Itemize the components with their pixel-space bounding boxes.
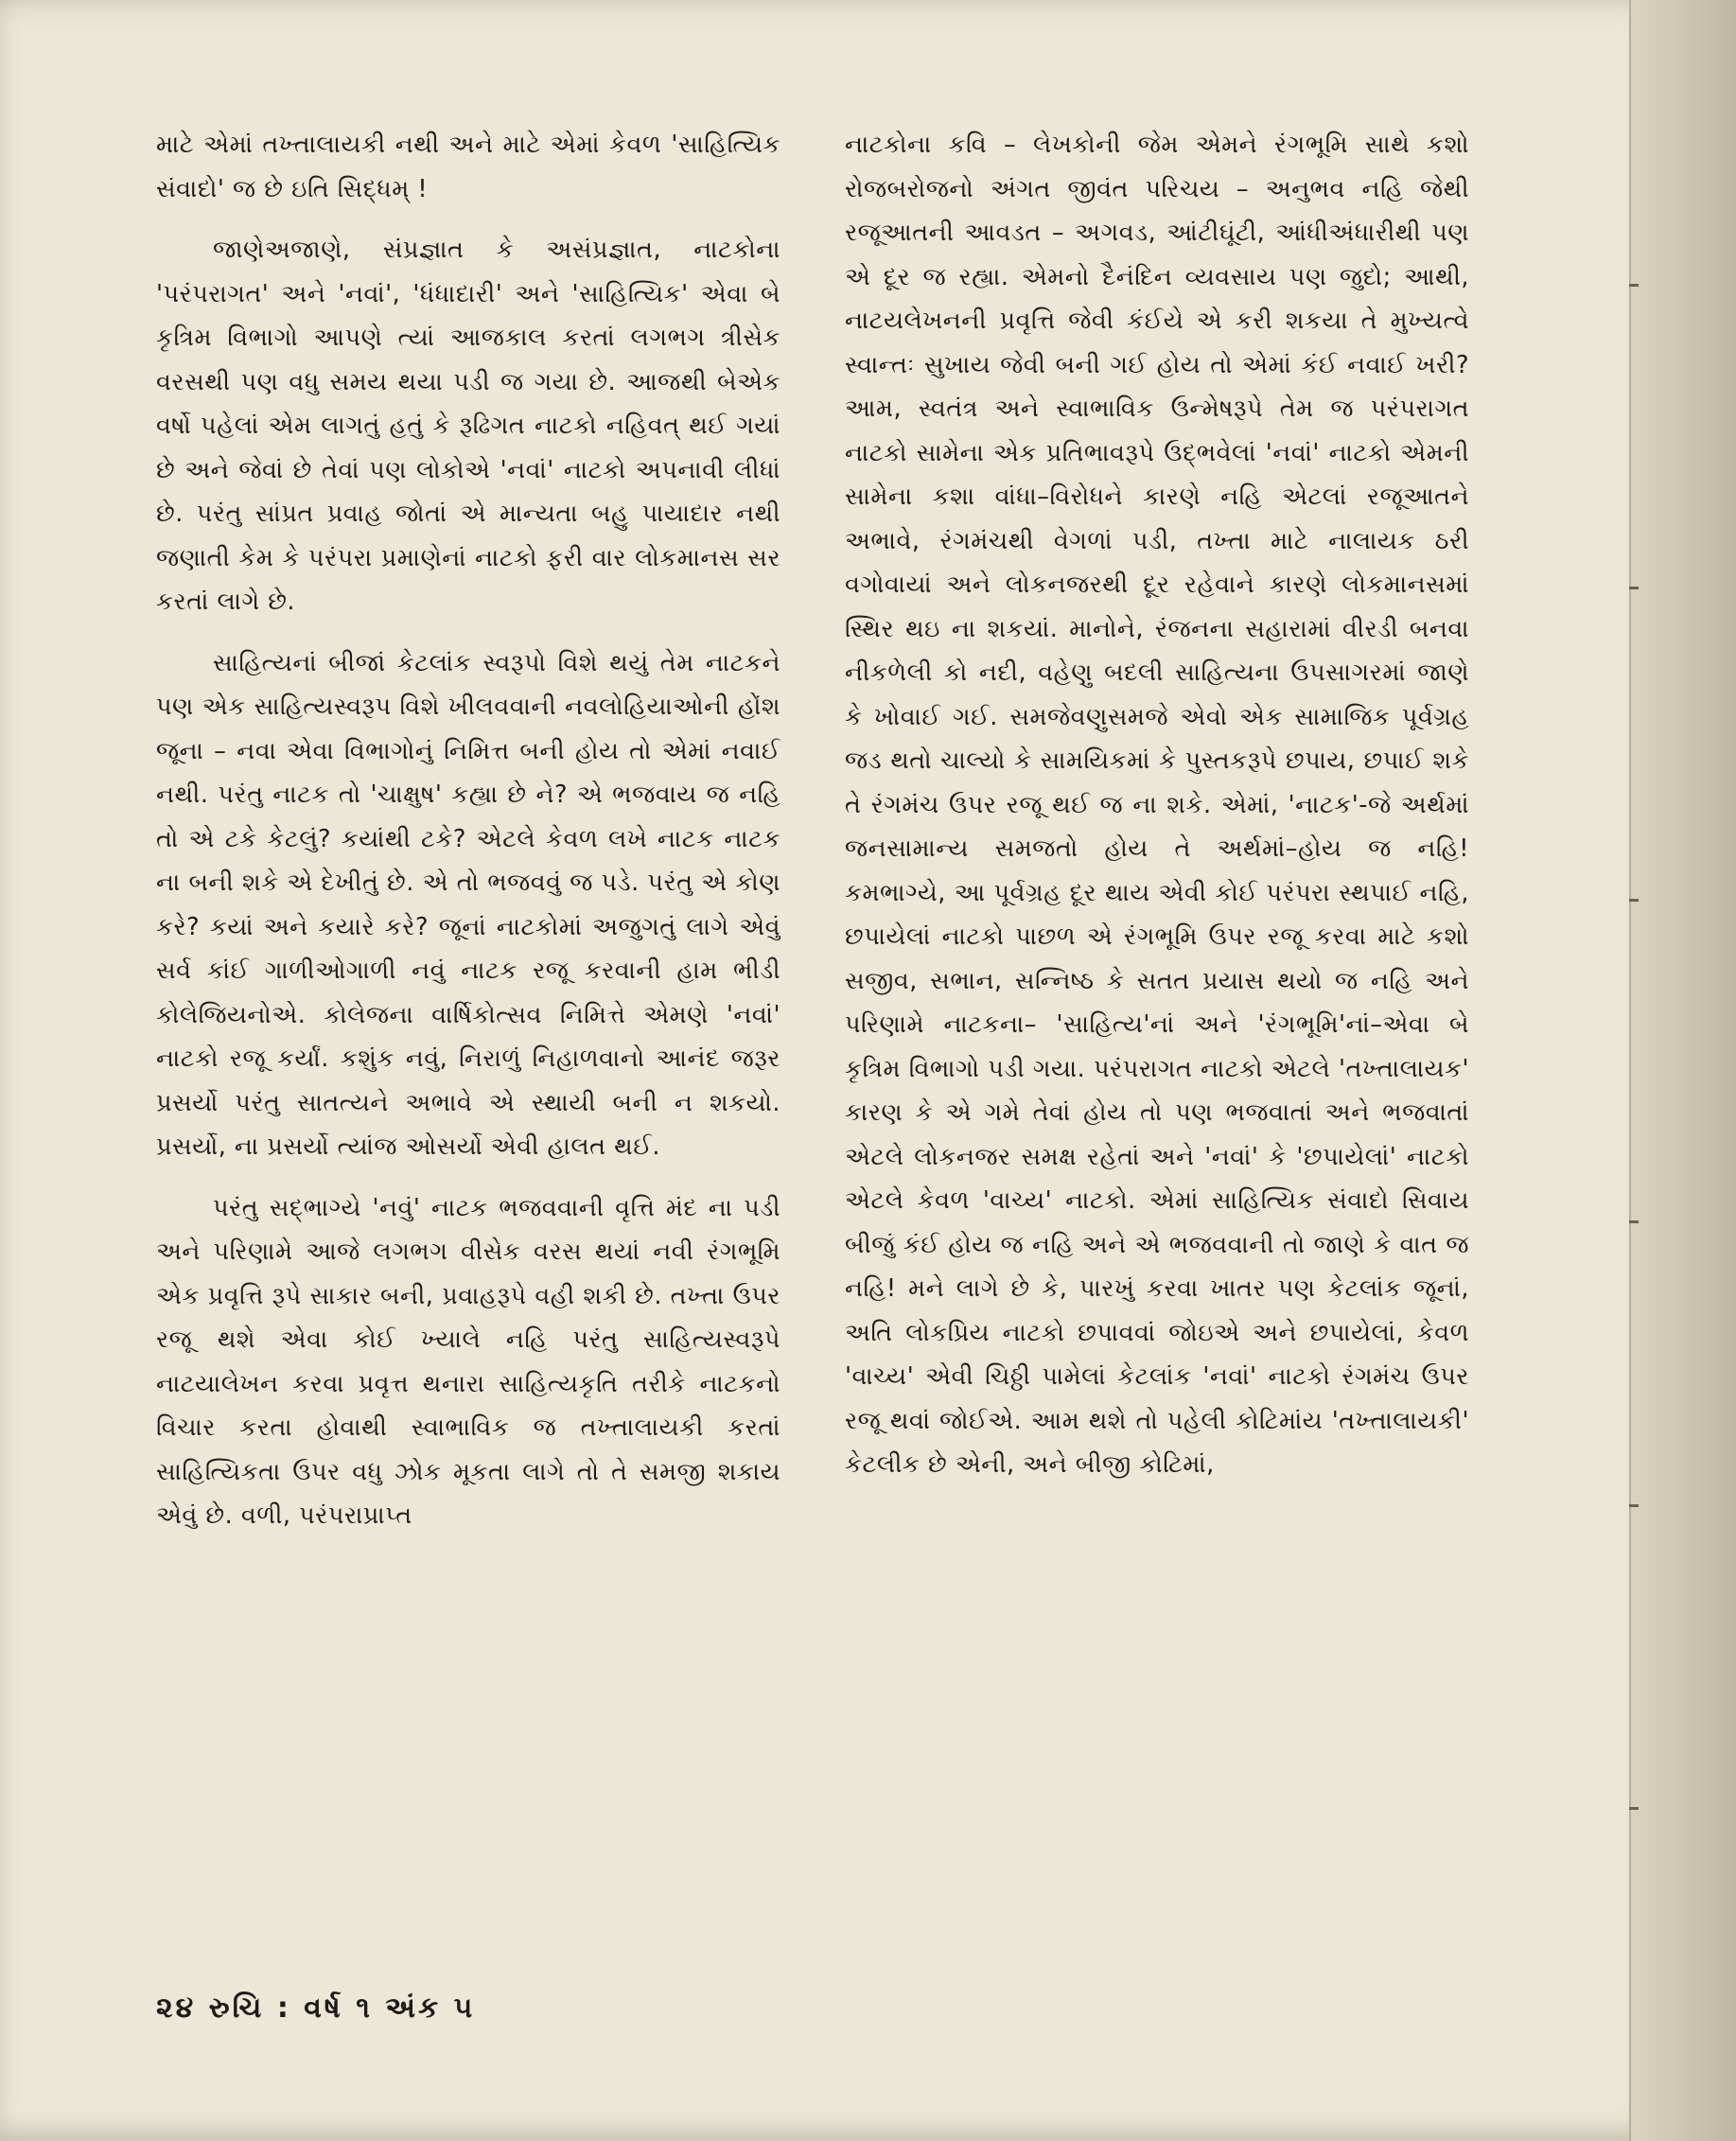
binding-stitch bbox=[1629, 284, 1639, 287]
paragraph: માટે એમાં તખ્તાલાયકી નથી અને માટે એમાં કેવળ 'સાહિત્યિક સંવાદો' જ છે ઇતિ સિદ્ધમ્ ! bbox=[156, 131, 780, 203]
left-text-column bbox=[156, 123, 780, 1555]
page-binding-edge bbox=[1629, 0, 1736, 2141]
binding-stitch bbox=[1629, 899, 1639, 902]
binding-stitch bbox=[1629, 587, 1639, 589]
paragraph: સાહિત્યનાં બીજાં કેટલાંક સ્વરૂપો વિશે થયું તેમ નાટકને પણ એક સાહિત્યસ્વરૂપ વિશે ખીલવવાની નવલોહિયાઓની હોંશ જૂના – નવા એવા વિભાગોનું નિમિત્ત બની હોય તો એમાં નવાઈ નથી. પરંતુ નાટક તો 'ચાક્ષુષ' કહ્યા છે ને? એ ભજવાય જ નહિ તો એ ટકે કેટલું? કયાંથી ટકે? એટલે કેવળ લખે નાટક નાટક ના બની શકે એ દેખીતું છે. એ તો ભજવવું જ પડે. પરંતુ એ કોણ કરે? કયાં અને કયારે કરે? જૂનાં નાટકોમાં અજુગતું લાગે એવું સર્વ કાંઈ ગાળીઓગાળી નવું નાટક રજૂ કરવાની હામ ભીડી કોલેજિયનોએ. કોલેજના વાર્ષિકોત્સવ નિમિત્તે એમણે 'નવાં' નાટકો રજૂ કર્યાં. કશુંક નવું, નિરાળું નિહાળવાનો આનંદ જરૂર પ્રસર્યો પરંતુ સાતત્યને અભાવે એ સ્થાયી બની ન શકયો. પ્રસર્યો, ના પ્રસર્યો ત્યાંજ ઓસર્યો એવી હાલત થઈ. bbox=[156, 648, 780, 1161]
page-footer: ૨૪ રુચિ : વર્ષ ૧ અંક ૫ bbox=[156, 1992, 476, 2025]
right-text-column bbox=[845, 123, 1469, 1504]
paragraph: જાણેઅજાણે, સંપ્રજ્ઞાત કે અસંપ્રજ્ઞાત, નાટકોના 'પરંપરાગત' અને 'નવાં', 'ધંધાદારી' અને 'સાહિત્યિક' એવા બે કૃત્રિમ વિભાગો આપણે ત્યાં આજકાલ કરતાં લગભગ ત્રીસેક વરસથી પણ વધુ સમય થયા પડી જ ગયા છે. આજથી બેએક વર્ષો પહેલાં એમ લાગતું હતું કે રૂઢિગત નાટકો નહિવત્ થઈ ગયાં છે અને જેવાં છે તેવાં પણ લોકોએ 'નવાં' નાટકો અપનાવી લીધાં છે. પરંતુ સાંપ્રત પ્રવાહ જોતાં એ માન્યતા બહુ પાયાદાર નથી જણાતી કેમ કે પરંપરા પ્રમાણેનાં નાટકો ફરી વાર લોકમાનસ સર કરતાં લાગે છે. bbox=[156, 236, 780, 616]
paragraph: પરંતુ સદ્ભાગ્યે 'નવું' નાટક ભજવવાની વૃત્તિ મંદ ના પડી અને પરિણામે આજે લગભગ વીસેક વરસ થયાં નવી રંગભૂમિ એક પ્રવૃત્તિ રૂપે સાકાર બની, પ્રવાહરૂપે વહી શકી છે. તખ્તા ઉપર રજૂ થશે એવા કોઈ ખ્યાલે નહિ પરંતુ સાહિત્યસ્વરૂપે નાટયાલેખન કરવા પ્રવૃત્ત થનારા સાહિત્યકૃતિ તરીકે નાટકનો વિચાર કરતા હોવાથી સ્વાભાવિક જ તખ્તાલાયકી કરતાં સાહિત્યિકતા ઉપર વધુ ઝોક મૂકતા લાગે તો તે સમજી શકાય એવું છે. વળી, પરંપરાપ્રાપ્ત bbox=[156, 1193, 780, 1530]
binding-stitch bbox=[1629, 1807, 1639, 1810]
binding-stitch bbox=[1629, 1504, 1639, 1507]
binding-stitch bbox=[1629, 1220, 1639, 1223]
paragraph: નાટકોના કવિ – લેખકોની જેમ એમને રંગભૂમિ સાથે કશો રોજબરોજનો અંગત જીવંત પરિચય – અનુભવ નહિ જેથી રજૂઆતની આવડત – અગવડ, આંટીઘૂંટી, આંધીઅંધારીથી પણ એ દૂર જ રહ્યા. એમનો દૈનંદિન વ્યવસાય પણ જુદો; આથી, નાટયલેખનની પ્રવૃત્તિ જેવી કંઈયે એ કરી શકયા તે મુખ્યત્વે સ્વાન્તઃ સુખાય જેવી બની ગઈ હોય તો એમાં કંઈ નવાઈ ખરી? આમ, સ્વતંત્ર અને સ્વાભાવિક ઉન્મેષરૂપે તેમ જ પરંપરાગત નાટકો સામેના એક પ્રતિભાવરૂપે ઉદ્ભવેલાં 'નવાં' નાટકો એમની સામેના કશા વાંધા–વિરોધને કારણે નહિ એટલાં રજૂઆતને અભાવે, રંગમંચથી વેગળાં પડી, તખ્તા માટે નાલાયક ઠરી વગોવાયાં અને લોકનજરથી દૂર રહેવાને કારણે લોકમાનસમાં સ્થિર થઇ ના શકયાં. માનોને, રંજનના સહારામાં વીરડી બનવા નીકળેલી કો નદી, વહેણુ બદલી સાહિત્યના ઉપસાગરમાં જાણે કે ખોવાઈ ગઈ. સમજેવણુસમજે એવો એક સામાજિક પૂર્વગ્રહ જડ થતો ચાલ્યો કે સામયિકમાં કે પુસ્તકરૂપે છપાય, છપાઈ શકે તે રંગમંચ ઉપર રજૂ થઈ જ ના શકે. એમાં, 'નાટક'-જે અર્થમાં જનસામાન્ય સમજતો હોય તે અર્થમાં–હોય જ નહિ! કમભાગ્યે, આ પૂર્વગ્રહ દૂર થાય એવી કોઈ પરંપરા સ્થપાઈ નહિ, છપાયેલાં નાટકો પાછળ એ રંગભૂમિ ઉપર રજૂ કરવા માટે કશો સજીવ, સભાન, સન્નિષ્ઠ કે સતત પ્રયાસ થયો જ નહિ અને પરિણામે નાટકના– 'સાહિત્ય'નાં અને 'રંગભૂમિ'નાં–એવા બે કૃત્રિમ વિભાગો પડી ગયા. પરંપરાગત નાટકો એટલે 'તખ્તાલાયક' કારણ કે એ ગમે તેવાં હોય તો પણ ભજવાતાં અને ભજવાતાં એટલે લોકનજર સમક્ષ રહેતાં અને 'નવાં' કે 'છપાયેલાં' નાટકો એટલે કેવળ 'વાચ્ય' નાટકો. એમાં સાહિત્યિક સંવાદો સિવાય બીજું કંઈ હોય જ નહિ અને એ ભજવવાની તો જાણે કે વાત જ નહિ! મને લાગે છે કે, પારખું કરવા ખાતર પણ કેટલાંક જૂનાં, અતિ લોકપ્રિય નાટકો છપાવવાં જોઇએ અને છપાયેલાં, કેવળ 'વાચ્ય' એવી ચિઠ્ઠી પામેલાં કેટલાંક 'નવાં' નાટકો રંગમંચ ઉપર રજૂ થવાં જોઈએ. આમ થશે તો પહેલી કોટિમાંય 'તખ્તાલાયકી' કેટલીક છે એની, અને બીજી કોટિમાં, bbox=[845, 131, 1469, 1479]
